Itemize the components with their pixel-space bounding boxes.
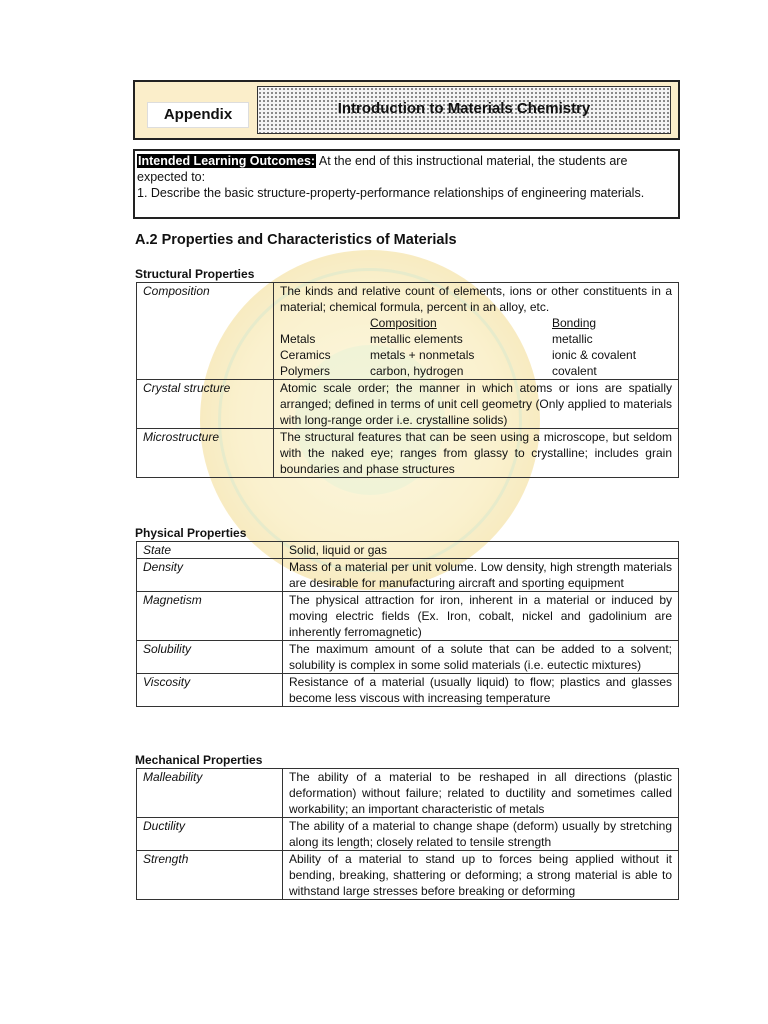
property-description: Resistance of a material (usually liquid) to flow; plastics and glasses become less viscous with increasing temperature xyxy=(283,674,679,707)
material-name: Ceramics xyxy=(280,348,331,362)
property-description: Mass of a material per unit volume. Low density, high strength materials are desirable for manufacturing aircraft and sporting equipment xyxy=(283,559,679,592)
property-name: Magnetism xyxy=(137,592,283,641)
property-name: Crystal structure xyxy=(137,380,274,429)
table-row xyxy=(137,818,679,851)
property-description: Ability of a material to stand up to forces being applied without it bending, breaking, shattering or deforming; a strong material is able to withstand large stresses before breaking or deforming xyxy=(283,851,679,900)
physical-properties-table xyxy=(136,541,679,707)
material-bonding: covalent xyxy=(552,364,597,378)
material-composition: metallic elements xyxy=(370,332,463,346)
composition-grid xyxy=(280,315,672,379)
outcomes-intro: At the end of this instructional material, the students are expected to: xyxy=(137,154,628,184)
table-row xyxy=(137,769,679,818)
structural-properties-title: Structural Properties xyxy=(135,267,255,281)
property-name: Strength xyxy=(137,851,283,900)
property-name: Viscosity xyxy=(137,674,283,707)
material-name: Polymers xyxy=(280,364,331,378)
outcomes-label: Intended Learning Outcomes: xyxy=(138,154,316,168)
property-name: Ductility xyxy=(137,818,283,851)
table-row xyxy=(137,380,679,429)
property-description: The structural features that can be seen using a microscope, but seldom with the naked eye; ranges from glassy to crystalline; includes grain boundaries and phase structures xyxy=(274,429,679,478)
property-name: Composition xyxy=(137,283,274,380)
property-description: The kinds and relative count of elements, ions or other constituents in a material; chemical formula, percent in an alloy, etc. xyxy=(280,284,672,314)
property-name: State xyxy=(137,542,283,559)
property-name: Malleability xyxy=(137,769,283,818)
table-row xyxy=(137,283,679,380)
appendix-label: Appendix xyxy=(147,102,249,128)
mechanical-properties-table xyxy=(136,768,679,900)
property-name: Solubility xyxy=(137,641,283,674)
bonding-header: Bonding xyxy=(552,316,597,330)
table-row xyxy=(137,851,679,900)
outcome-item-1: 1. Describe the basic structure-property-performance relationships of engineering materials. xyxy=(137,186,645,200)
property-description: Solid, liquid or gas xyxy=(283,542,679,559)
material-name: Metals xyxy=(280,332,316,346)
composition-header: Composition xyxy=(370,316,437,330)
material-bonding: metallic xyxy=(552,332,593,346)
property-name: Density xyxy=(137,559,283,592)
material-composition: metals + nonmetals xyxy=(370,348,475,362)
property-description: The ability of a material to be reshaped in all directions (plastic deformation) without failure; related to ductility and sometimes called workability; an important characteristic of metals xyxy=(283,769,679,818)
table-row xyxy=(137,674,679,707)
material-bonding: ionic & covalent xyxy=(552,348,637,362)
property-name: Microstructure xyxy=(137,429,274,478)
table-row xyxy=(137,559,679,592)
appendix-header xyxy=(133,80,680,140)
mechanical-properties-title: Mechanical Properties xyxy=(135,753,263,767)
learning-outcomes-box xyxy=(133,149,680,219)
page-title: Introduction to Materials Chemistry xyxy=(257,86,671,134)
structural-properties-table xyxy=(136,282,679,478)
physical-properties-title: Physical Properties xyxy=(135,526,247,540)
table-row xyxy=(137,542,679,559)
table-row xyxy=(137,429,679,478)
property-description: The ability of a material to change shape (deform) usually by stretching along its length; closely related to tensile strength xyxy=(283,818,679,851)
material-composition: carbon, hydrogen xyxy=(370,364,464,378)
table-row xyxy=(137,592,679,641)
table-row xyxy=(137,641,679,674)
section-title: A.2 Properties and Characteristics of Materials xyxy=(135,232,457,248)
property-description: Atomic scale order; the manner in which atoms or ions are spatially arranged; defined in terms of unit cell geometry (Only applied to materials with long-range order i.e. crystalline solids) xyxy=(274,380,679,429)
property-description: The physical attraction for iron, inherent in a material or induced by moving electric fields (Ex. Iron, cobalt, nickel and gadolinium are inherently ferromagnetic) xyxy=(283,592,679,641)
property-description: The maximum amount of a solute that can be added to a solvent; solubility is complex in some solid materials (i.e. eutectic mixtures) xyxy=(283,641,679,674)
